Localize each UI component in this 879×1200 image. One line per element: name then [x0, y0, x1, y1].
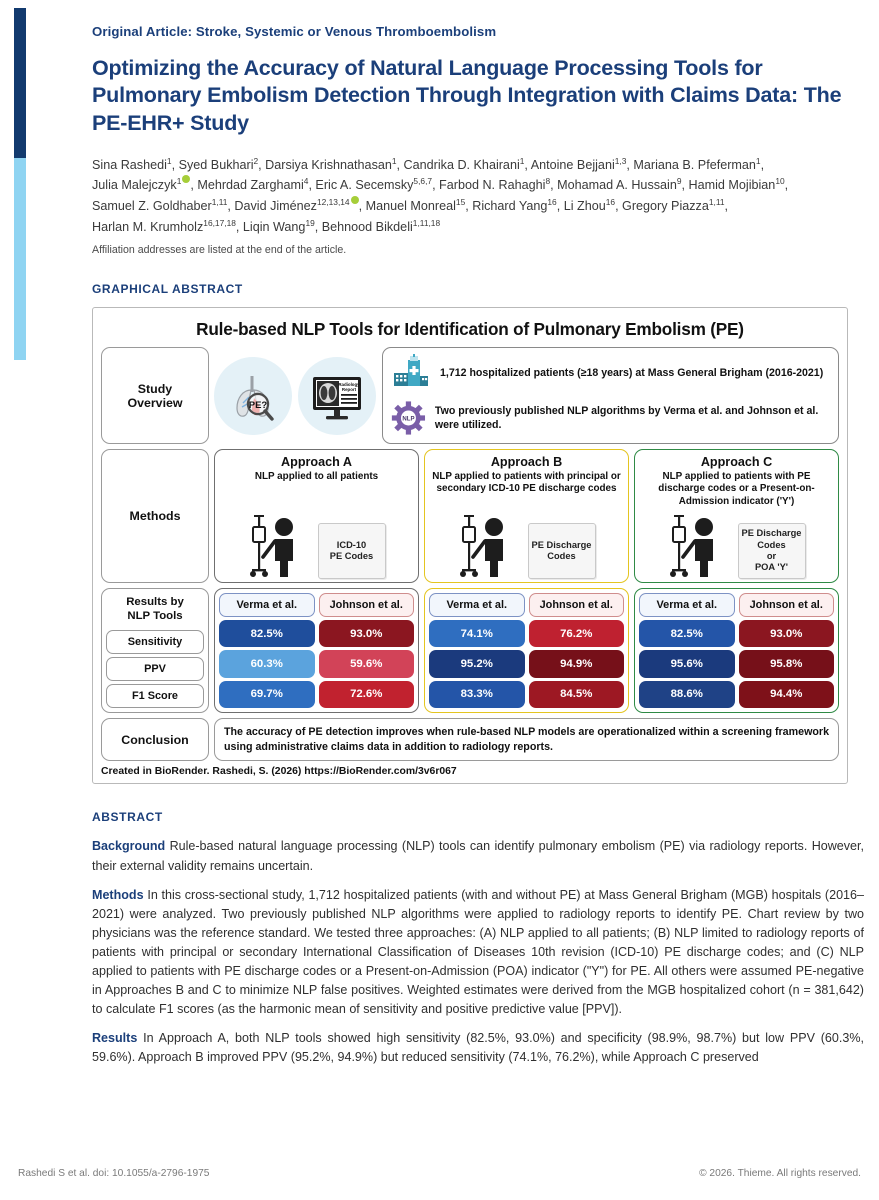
results-group-approach-b: [424, 588, 629, 713]
value-c-johnson-sensitivity: 93.0%: [739, 620, 835, 647]
accent-bar-dark-segment: [14, 8, 26, 158]
results-column-verma-a: [219, 593, 315, 708]
approach-b-title: Approach B: [490, 455, 563, 470]
hospital-icon: [391, 354, 431, 392]
approach-b-doc-label: PE Discharge Codes: [531, 539, 592, 562]
results-group-approach-c: [634, 588, 839, 713]
abstract-label-background: Background: [92, 839, 166, 854]
conclusion-text: The accuracy of PE detection improves when rule-based NLP models are operationalized within a screening framework using administrative claims data in addition to radiology reports.: [214, 718, 839, 762]
footer-citation: Rashedi S et al. doi: 10.1055/a-2796-1975: [18, 1168, 210, 1179]
value-a-johnson-sensitivity: 93.0%: [319, 620, 415, 647]
graphical-abstract-figure: [92, 307, 848, 784]
results-column-verma-b: [429, 593, 525, 708]
value-a-johnson-ppv: 59.6%: [319, 650, 415, 677]
study-overview-body: [214, 347, 839, 444]
approach-a-doc-card: [318, 523, 386, 579]
lungs-pe-icon: [214, 357, 292, 435]
value-b-johnson-sensitivity: 76.2%: [529, 620, 625, 647]
approach-b-subtitle: NLP applied to patients with principal or secondary ICD-10 PE discharge codes: [432, 471, 621, 495]
value-c-verma-sensitivity: 82.5%: [639, 620, 735, 647]
radiology-report-monitor-icon: [298, 357, 376, 435]
approach-c-title: Approach C: [700, 455, 773, 470]
approach-c-artwork: [639, 513, 834, 579]
approach-c-subtitle: NLP applied to patients with PE discharge codes or a Present-on-Admission indicator ('Y'): [658, 471, 815, 507]
abstract-paragraph-results: [92, 1029, 864, 1067]
value-c-verma-ppv: 95.6%: [639, 650, 735, 677]
results-column-johnson-b: [529, 593, 625, 708]
results-column-verma-c: [639, 593, 735, 708]
results-group-approach-a: [214, 588, 419, 713]
tool-label-verma: Verma et al.: [429, 593, 525, 617]
article-kicker: Original Article: Stroke, Systemic or Venous Thromboembolism: [92, 24, 497, 39]
author-line: Sina Rashedi$^1$, Syed Bukhari$^2$, Darsiya Krishnathasan$^1$, Candrika D. Khairani$^1$, Antoine Bejjani$^{1,3}$, Mariana B. Pfeferman$^1$,: [92, 155, 765, 173]
results-metric-label-column: [101, 588, 209, 713]
abstract-paragraph-methods: [92, 886, 864, 1019]
abstract-label-results: Results: [92, 1031, 138, 1046]
page-title: Optimizing the Accuracy of Natural Language Processing Tools for Pulmonary Embolism Detection Through Integration with Claims Data: The PE-EHR+ Study: [92, 56, 842, 135]
author-line: Julia Malejczyk$^1$ , Mehrdad Zarghami$^4$, Eric A. Secemsky$^{5,6,7}$, Farbod N. Rahaghi$^8$, Mohamad A. Hussain$^9$, Hamid Mojibian$^{10}$,: [92, 176, 789, 193]
value-b-verma-ppv: 95.2%: [429, 650, 525, 677]
value-c-johnson-f1: 94.4%: [739, 681, 835, 708]
fact-nlp-algorithms: [391, 399, 830, 437]
fact-patients: [391, 354, 830, 392]
approach-b-card: [424, 449, 629, 583]
value-a-verma-sensitivity: 82.5%: [219, 620, 315, 647]
value-a-johnson-f1: 72.6%: [319, 681, 415, 708]
approach-a-doc-label: ICD-10 PE Codes: [329, 539, 374, 562]
study-overview-label-line1: Study: [137, 381, 173, 396]
affiliation-note: Affiliation addresses are listed at the end of the article.: [92, 244, 347, 257]
author-list: [92, 155, 864, 237]
results-header-line2: NLP Tools: [127, 609, 183, 622]
approach-a-artwork: [219, 488, 414, 579]
biorender-attribution: Created in BioRender. Rashedi, S. (2026) https://BioRender.com/3v6r067: [101, 766, 457, 778]
row-label-study-overview: [101, 347, 209, 444]
results-row: [101, 588, 839, 713]
value-a-verma-f1: 69.7%: [219, 681, 315, 708]
results-row-header: [106, 593, 204, 627]
svg-text:Radiology: Radiology: [338, 381, 360, 387]
approach-a-subtitle: NLP applied to all patients: [254, 471, 379, 483]
value-b-johnson-ppv: 94.9%: [529, 650, 625, 677]
abstract-text-results: In Approach A, both NLP tools showed high sensitivity (82.5%, 93.0%) and specificity (98.9%, 98.7%) but low PPV (60.3%, 59.6%). Approach B improved PPV (95.2%, 94.9%) but reduced sensitivity (74.1%, 76.2%), while Approach C preserved: [92, 1031, 864, 1065]
abstract-text-background: Rule-based natural language processing (NLP) tools can identify pulmonary embolism (PE) via radiology reports. However, their external validity remains uncertain.: [92, 839, 864, 873]
tool-label-johnson: Johnson et al.: [529, 593, 625, 617]
approach-a-title: Approach A: [281, 455, 352, 470]
tool-label-johnson: Johnson et al.: [319, 593, 415, 617]
tool-label-verma: Verma et al.: [639, 593, 735, 617]
nlp-gear-icon: [391, 399, 426, 437]
results-column-johnson-a: [319, 593, 415, 708]
abstract-text-methods: In this cross-sectional study, 1,712 hospitalized patients (with and without PE) at Mass General Brigham (MGB) hospitals (2016–2021) were analyzed. Two previously published NLP algorithms were applied to radiology reports to identify PE. Chart review by two physicians was the reference standard. We tested three approaches: (A) NLP applied to all patients; (B) NLP limited to radiology reports of patients with principal or secondary International Classification of Diseases 10th revision (ICD-10) PE discharge codes; and (C) NLP applied to patients with PE discharge codes or a Present-on-Admission (POA) indicator ("Y") for PE. All others were assumed PE-negative in Approaches B and C to minimize NLP false positives. Weighted estimates were derived from the MGB hospitalized cohort (n = 381,642) to calculate F1 scores (as the harmonic mean of sensitivity and positive predictive value [PPV]).: [92, 887, 864, 1016]
metric-label-sensitivity: Sensitivity: [106, 630, 204, 654]
fact-patients-text: 1,712 hospitalized patients (≥18 years) at Mass General Brigham (2016-2021): [440, 367, 824, 380]
methods-row: [101, 449, 839, 583]
value-b-verma-sensitivity: 74.1%: [429, 620, 525, 647]
abstract-paragraph-background: [92, 837, 864, 875]
approach-b-doc-card: [528, 523, 596, 579]
metric-label-ppv: PPV: [106, 657, 204, 681]
overview-facts: [382, 347, 839, 444]
graphical-abstract-heading: GRAPHICAL ABSTRACT: [92, 282, 243, 297]
value-b-verma-f1: 83.3%: [429, 681, 525, 708]
value-b-johnson-f1: 84.5%: [529, 681, 625, 708]
conclusion-row: [101, 718, 839, 762]
study-overview-label-line2: Overview: [127, 395, 183, 410]
value-c-johnson-ppv: 95.8%: [739, 650, 835, 677]
svg-text:PE?: PE?: [248, 399, 268, 411]
approach-b-artwork: [429, 501, 624, 579]
footer-copyright: © 2026. Thieme. All rights reserved.: [699, 1168, 861, 1179]
author-line: Harlan M. Krumholz$^{16,17,18}$, Liqin Wang$^{19}$, Behnood Bikdeli$^{1,11,18}$: [92, 217, 441, 234]
left-accent-bar: [14, 8, 26, 360]
approach-c-doc-label: PE Discharge Codes or POA 'Y': [741, 528, 802, 573]
results-column-johnson-c: [739, 593, 835, 708]
svg-text:NLP: NLP: [402, 415, 415, 423]
page-footer: [0, 1168, 879, 1179]
fact-nlp-text: Two previously published NLP algorithms by Verma et al. and Johnson et al. were utilized.: [434, 405, 819, 432]
approach-c-doc-card: [738, 523, 806, 579]
patient-iv-stand-icon: [668, 513, 730, 579]
approach-a-card: [214, 449, 419, 583]
abstract-section: [92, 810, 864, 1067]
value-c-verma-f1: 88.6%: [639, 681, 735, 708]
metric-label-f1: F1 Score: [106, 684, 204, 708]
author-line: Samuel Z. Goldhaber$^{1,11}$, David Jiménez$^{12,13,14}$ , Manuel Monreal$^{15}$, Richard Yang$^{16}$, Li Zhou$^{16}$, Gregory Piazza$^{1,11}$,: [92, 197, 729, 214]
row-label-methods: Methods: [101, 449, 209, 583]
study-overview-row: [101, 347, 839, 444]
row-label-conclusion: Conclusion: [101, 718, 209, 762]
graphical-abstract-title: Rule-based NLP Tools for Identification of Pulmonary Embolism (PE): [196, 319, 744, 340]
results-header-line1: Results by: [126, 596, 184, 609]
abstract-heading: ABSTRACT: [92, 810, 163, 825]
value-a-verma-ppv: 60.3%: [219, 650, 315, 677]
svg-text:Report: Report: [341, 386, 357, 392]
tool-label-johnson: Johnson et al.: [739, 593, 835, 617]
page-content: [92, 0, 864, 1200]
accent-bar-light-segment: [14, 158, 26, 360]
patient-iv-stand-icon: [248, 513, 310, 579]
patient-iv-stand-icon: [458, 513, 520, 579]
tool-label-verma: Verma et al.: [219, 593, 315, 617]
approach-c-card: [634, 449, 839, 583]
abstract-label-methods: Methods: [92, 887, 144, 902]
